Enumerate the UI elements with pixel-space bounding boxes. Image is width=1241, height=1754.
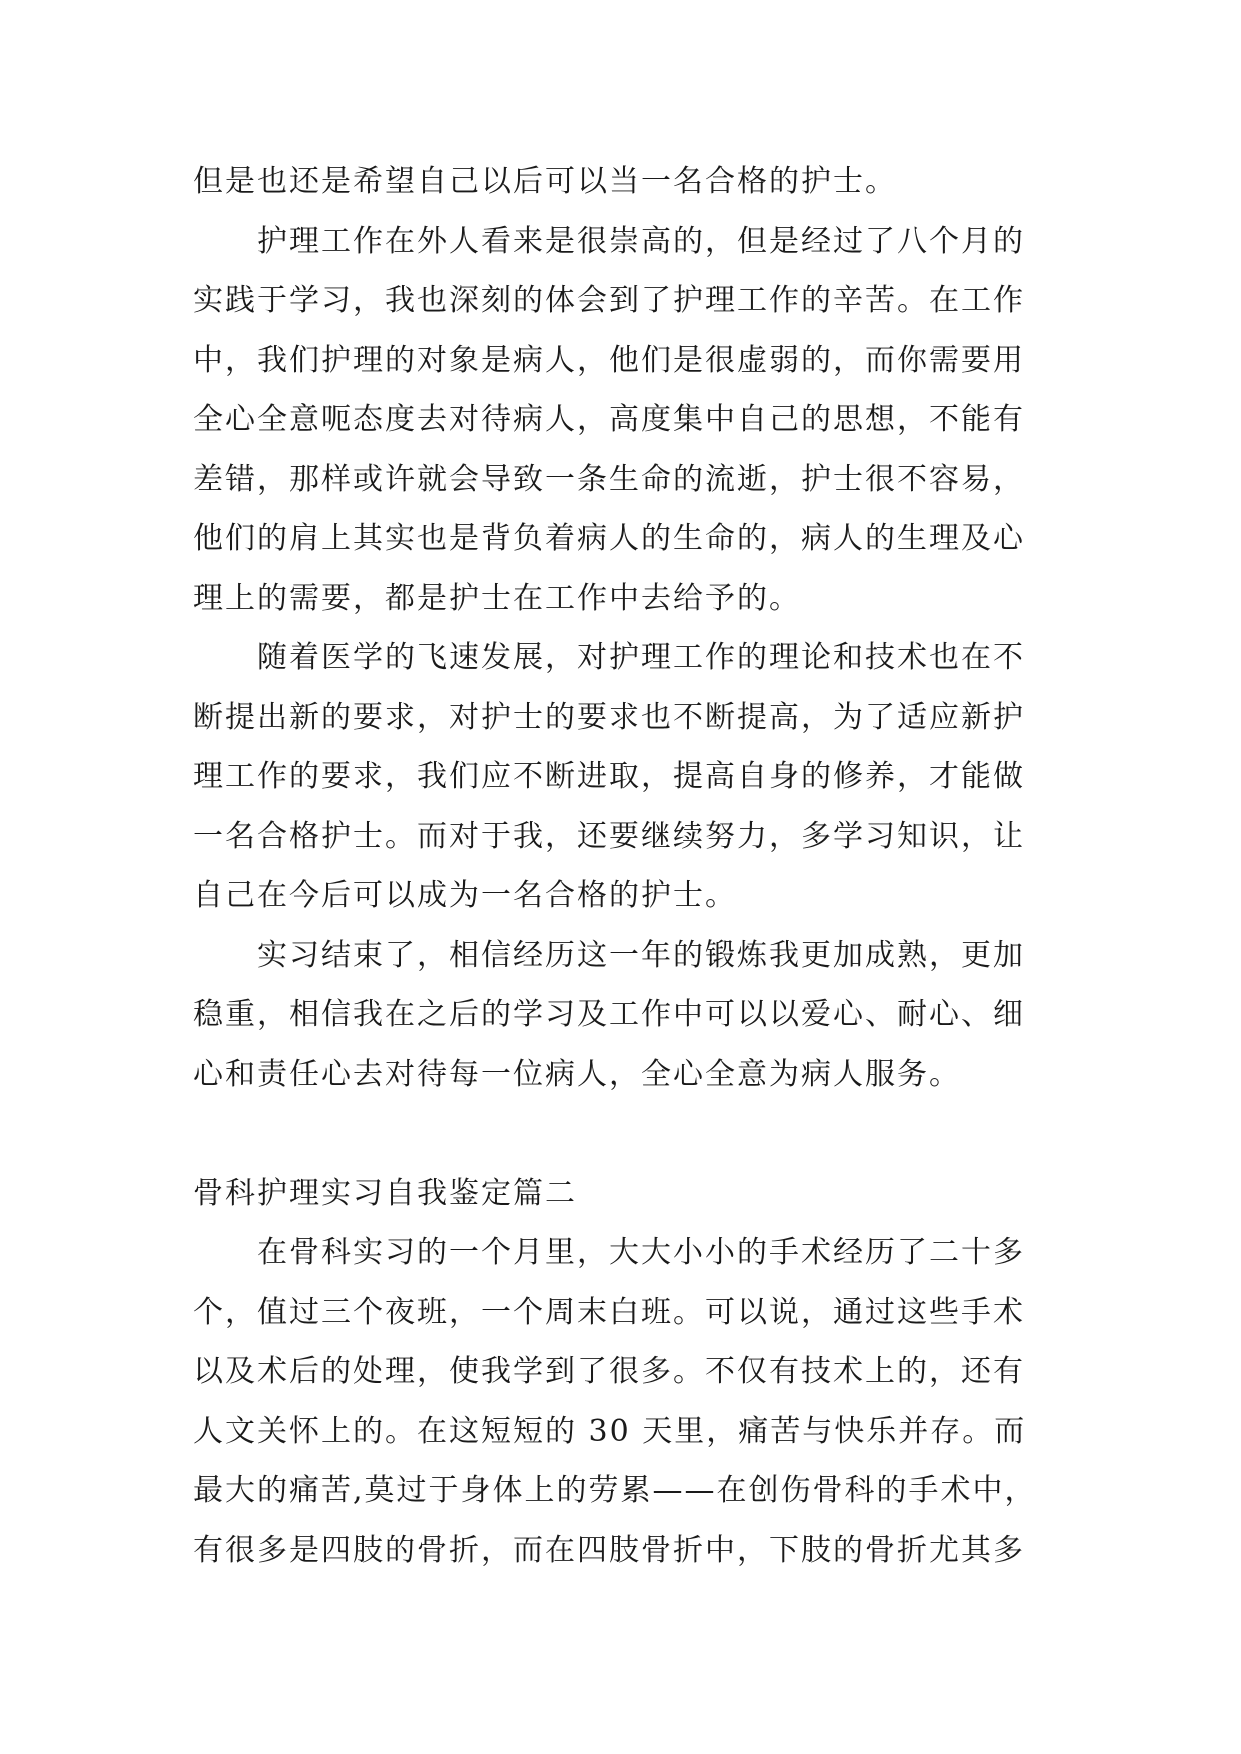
text-line: 个，值过三个夜班，一个周末白班。可以说，通过这些手术 (193, 1294, 1025, 1330)
text-line: 最大的痛苦,莫过于身体上的劳累——在创伤骨科的手术中， (193, 1473, 1037, 1508)
text-line: 全心全意呃态度去对待病人，高度集中自己的思想，不能有 (193, 402, 1025, 437)
paragraph-start-line: 在骨科实习的一个月里，大大小小的手术经历了二十多 (257, 1235, 1025, 1270)
text-line: 他们的肩上其实也是背负着病人的生命的，病人的生理及心 (193, 521, 1025, 556)
text-line: 理工作的要求，我们应不断进取，提高自身的修养，才能做 (193, 759, 1025, 794)
text-line: 稳重，相信我在之后的学习及工作中可以以爱心、耐心、细 (193, 997, 1025, 1032)
text-line: 中，我们护理的对象是病人，他们是很虚弱的，而你需要用 (193, 342, 1025, 378)
text-line: 有很多是四肢的骨折，而在四肢骨折中，下肢的骨折尤其多 (193, 1532, 1025, 1568)
section-gap (193, 1104, 1053, 1164)
text-line: 差错，那样或许就会导致一条生命的流逝，护士很不容易， (193, 461, 1025, 497)
text-line: 心和责任心去对待每一位病人，全心全意为病人服务。 (193, 1056, 961, 1092)
paragraph-start-line: 随着医学的飞速发展，对护理工作的理论和技术也在不 (257, 640, 1025, 675)
section-heading: 骨科护理实习自我鉴定篇二 (193, 1175, 577, 1211)
text-line: 实践于学习，我也深刻的体会到了护理工作的辛苦。在工作 (193, 283, 1025, 318)
text-line: 以及术后的处理，使我学到了很多。不仅有技术上的，还有 (193, 1354, 1025, 1389)
text-line: 断提出新的要求，对护士的要求也不断提高，为了适应新护 (193, 699, 1025, 735)
text-line: 理上的需要，都是护士在工作中去给予的。 (193, 580, 801, 616)
paragraph-start-line: 实习结束了，相信经历这一年的锻炼我更加成熟，更加 (257, 937, 1025, 973)
document-body (193, 152, 1053, 1580)
text-line: 自己在今后可以成为一名合格的护士。 (193, 878, 737, 913)
text-line: 一名合格护士。而对于我，还要继续努力，多学习知识，让 (193, 818, 1025, 854)
paragraph-start-line: 护理工作在外人看来是很崇高的，但是经过了八个月的 (257, 223, 1025, 259)
text-line: 但是也还是希望自己以后可以当一名合格的护士。 (193, 164, 897, 199)
text-line: 人文关怀上的。在这短短的 30 天里，痛苦与快乐并存。而 (193, 1413, 1027, 1449)
